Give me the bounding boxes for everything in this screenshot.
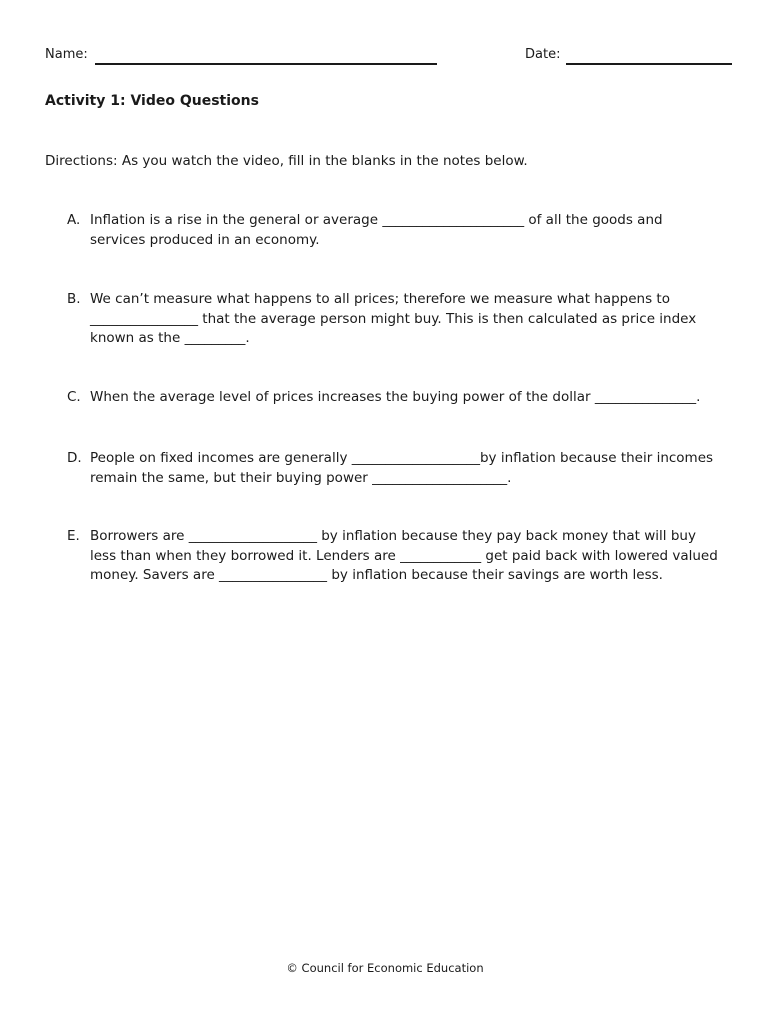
question-letter: C. xyxy=(67,389,81,405)
question-text: Inflation is a rise in the general or average _____________________ of all the goods and services produced in an economy. xyxy=(90,212,663,248)
question-letter: E. xyxy=(67,528,80,544)
question-letter: A. xyxy=(67,212,81,228)
date-label: Date: xyxy=(525,47,561,62)
question-letter: B. xyxy=(67,291,81,307)
question-item-d xyxy=(67,449,727,488)
activity-title: Activity 1: Video Questions xyxy=(45,93,259,109)
question-letter: D. xyxy=(67,450,82,466)
date-blank-line[interactable] xyxy=(566,63,732,65)
question-item-e xyxy=(67,527,727,586)
question-text: When the average level of prices increases the buying power of the dollar _______________. xyxy=(90,389,701,405)
copyright-footer: © Council for Economic Education xyxy=(286,961,484,975)
question-text: Borrowers are ___________________ by inflation because they pay back money that will buy less than when they borrowed it. Lenders are ____________ get paid back with lowered valued money. Savers are ________________ by inflation because their savings are worth less. xyxy=(90,528,718,583)
directions-text: Directions: As you watch the video, fill in the blanks in the notes below. xyxy=(45,153,528,169)
name-blank-line[interactable] xyxy=(95,63,437,65)
name-label: Name: xyxy=(45,47,88,62)
question-item-c xyxy=(67,388,727,408)
question-item-b xyxy=(67,290,727,349)
question-text: People on fixed incomes are generally ___________________by inflation because their incomes remain the same, but their buying power ____________________. xyxy=(90,450,714,486)
question-item-a xyxy=(67,211,727,250)
question-text: We can’t measure what happens to all prices; therefore we measure what happens to ________________ that the average person might buy. This is then calculated as price index known as the _________. xyxy=(90,291,697,346)
